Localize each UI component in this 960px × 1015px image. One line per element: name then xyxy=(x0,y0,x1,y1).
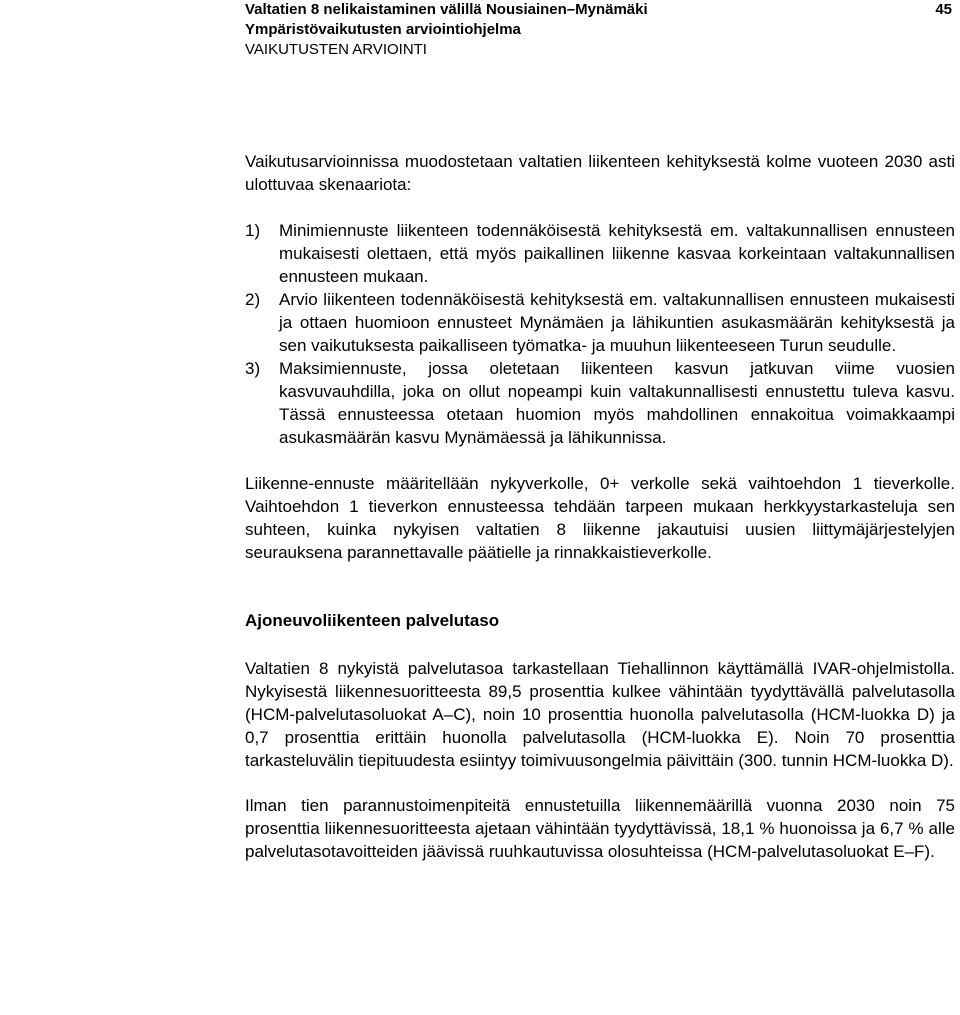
page-body xyxy=(245,150,955,863)
list-item-text: Maksimiennuste, jossa oletetaan liikenteen kasvun jatkuvan viime vuosien kasvuvauhdilla, joka on ollut nopeampi kuin valtakunnallisesti ennustettu tuleva kasvu. Tässä ennusteessa otetaan huomion myös mahdollinen ennakoitua voimakkaampi asukasmäärän kasvu Mynämäessä ja lähikunnissa. xyxy=(279,359,955,447)
page-number: 45 xyxy=(935,1,952,18)
service-level-paragraph: Valtatien 8 nykyistä palvelutasoa tarkastellaan Tiehallinnon käyttämällä IVAR-ohjelmistolla. Nykyisestä liikennesuoritteesta 89,5 prosenttia kulkee vähintään tyydyttävällä palvelutasolla (HCM-palvelutasoluokat A–C), noin 10 prosenttia huonolla palvelutasolla (HCM-luokka D) ja 0,7 prosenttia erittäin huonolla palvelutasolla (HCM-luokka E). Noin 70 prosenttia tarkasteluvälin tiepituudesta esiintyy toimivuusongelmia päivittäin (300. tunnin HCM-luokka D). xyxy=(245,659,955,770)
list-item xyxy=(245,357,955,449)
chapter-title: VAIKUTUSTEN ARVIOINTI xyxy=(245,41,427,58)
list-item-text: Minimiennuste liikenteen todennäköisestä kehityksestä em. valtakunnallisen ennusteen mukaisesti olettaen, että myös paikallinen liikenne kasvaa korkeintaan valtakunnallisen ennusteen mukaan. xyxy=(279,221,955,286)
list-item-number: 1) xyxy=(245,221,261,240)
list-item xyxy=(245,219,955,288)
forecast-paragraph: Liikenne-ennuste määritellään nykyverkolle, 0+ verkolle sekä vaihtoehdon 1 tieverkolle. Vaihtoehdon 1 tieverkon ennusteessa tehdään tarpeen mukaan herkkyystarkasteluja sen suhteen, kuinka nykyisen valtatien 8 liikenne jakautuisi uusien liittymäjärjestelyjen seurauksena parannettavalle päätielle ja rinnakkaistieverkolle. xyxy=(245,474,955,562)
list-item-text: Arvio liikenteen todennäköisestä kehityksestä em. valtakunnallisen ennusteen mukaisesti ja ottaen huomioon ennusteet Mynämäen ja lähikuntien asukasmäärän kehityksestä ja sen vaikutuksesta paikalliseen työmatka- ja muuhun liikenteeseen Turun seudulle. xyxy=(279,290,955,355)
document-title: Valtatien 8 nelikaistaminen välillä Nousiainen–Mynämäki xyxy=(245,1,648,18)
list-item xyxy=(245,288,955,357)
section-heading: Ajoneuvoliikenteen palvelutaso xyxy=(245,611,500,630)
list-item-number: 3) xyxy=(245,359,261,378)
projection-paragraph: Ilman tien parannustoimenpiteitä ennustetuilla liikennemäärillä vuonna 2030 noin 75 prosenttia liikennesuoritteesta ajetaan vähintään tyydyttävissä, 18,1 % huonoissa ja 6,7 % alle palvelutasotavoitteiden jäävissä ruuhkautuvissa olosuhteissa (HCM-palvelutasoluokat E–F). xyxy=(245,796,955,861)
document-subtitle: Ympäristövaikutusten arviointiohjelma xyxy=(245,21,521,38)
scenario-list xyxy=(245,219,955,449)
running-header xyxy=(245,0,955,60)
intro-paragraph: Vaikutusarvioinnissa muodostetaan valtatien liikenteen kehityksestä kolme vuoteen 2030 asti ulottuvaa skenaariota: xyxy=(245,152,955,194)
list-item-number: 2) xyxy=(245,290,261,309)
